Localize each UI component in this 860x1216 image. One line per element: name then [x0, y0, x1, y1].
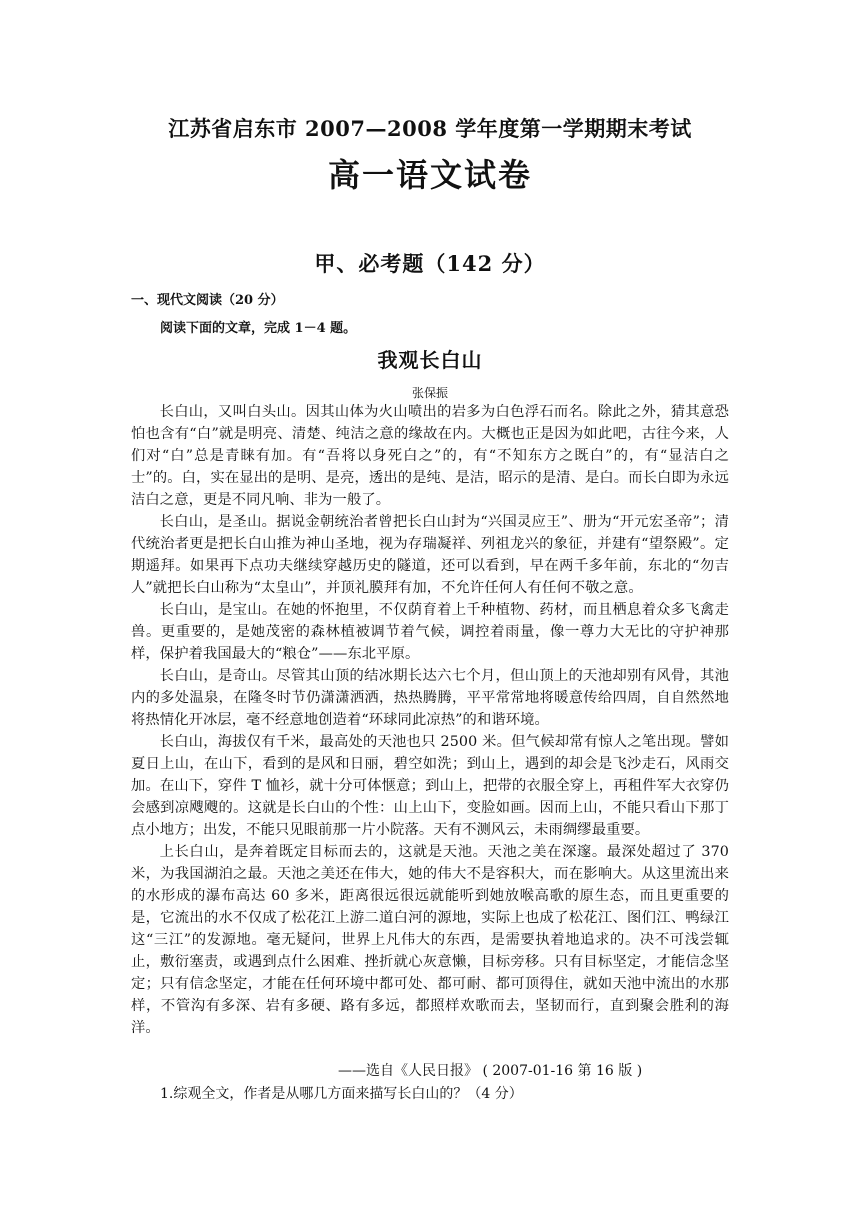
subject-title: 高一语文试卷 — [327, 156, 532, 194]
article-paragraph: 长白山，又叫白头山。因其山体为火山喷出的岩多为白色浮石而名。除此之外，猜其意恐怕也含有“白”就是明亮、清楚、纯洁之意的缘故在内。大概也正是因为如此吧，古往今来，人们对“白”总是青睐有加。有“吾将以身死白之”的，有“不知东方之既白”的，有“显洁白之士”的。白，实在显出的是明、是亮，透出的是纯、是洁，昭示的是清、是白。而长白即为永远洁白之意，更是不同凡响、非为一般了。 — [131, 404, 729, 508]
section-title: 甲、必考题（142 分） — [314, 251, 546, 276]
article-paragraph: 上长白山，是奔着既定目标而去的，这就是天池。天池之美在深邃。最深处超过了 370 米，为我国湖泊之最。天池之美还在伟大，她的伟大不是容积大，而在影响大。从这里流出来的水形成的瀑布高达 60 多米，距离很远很远就能听到她放喉高歌的原生态，而且更重要的是，它流出的水不仅成了松花江上游二道白河的源地，实际上也成了松花江、图们江、鸭绿江这“三江”的发源地。毫无疑问，世界上凡伟大的东西，是需要执着地追求的。决不可浅尝辄止，敷衍塞责，或遇到点什么困难、挫折就心灰意懒，目标旁移。只有目标坚定，才能信念坚定；只有信念坚定，才能在任何环境中都可处、都可耐、都可顶得住，就如天池中流出的水那样，不管沟有多深、岩有多硬、路有多远，都照样欢歌而去，坚韧而行，直到聚会胜利的海洋。 — [131, 844, 729, 1036]
article-source: ——选自《人民日报》 ( 2007-01-16 第 16 版 ) — [338, 1063, 643, 1079]
part-heading: 一、现代文阅读（20 分） — [131, 293, 284, 308]
article-paragraph: 长白山，是宝山。在她的怀抱里，不仅荫育着上千种植物、药材，而且栖息着众多飞禽走兽。更重要的，是她茂密的森林植被调节着气候，调控着雨量，像一尊力大无比的守护神那样，保护着我国最大的“粮仓”——东北平原。 — [131, 602, 729, 662]
article-paragraph: 长白山，是奇山。尽管其山顶的结冰期长达六七个月，但山顶上的天池却别有风骨，其池内的多处温泉，在隆冬时节仍潇潇洒洒，热热腾腾，平平常常地将暖意传给四周，自自然然地将热情化开冰层，毫不经意地创造着“环球同此凉热”的和谐环境。 — [131, 668, 729, 728]
article-author: 张保振 — [411, 386, 448, 400]
article-body — [131, 401, 729, 1039]
article-title: 我观长白山 — [377, 348, 483, 372]
article-paragraph: 长白山，是圣山。据说金朝统治者曾把长白山封为“兴国灵应王”、册为“开元宏圣帝”；清代统治者更是把长白山推为神山圣地，视为存瑞凝祥、列祖龙兴的象征，并建有“望祭殿”。定期遥拜。如果再下点功夫继续穿越历史的隧道，还可以看到，早在两千多年前，东北的“勿吉人”就把长白山称为“太皇山”，并顶礼膜拜有加，不允许任何人有任何不敬之意。 — [131, 514, 729, 596]
reading-instruction: 阅读下面的文章，完成 1－4 题。 — [160, 321, 357, 336]
question-item: 1.综观全文，作者是从哪几方面来描写长白山的？（4 分） — [160, 1086, 523, 1102]
article-paragraph: 长白山，海拔仅有千米，最高处的天池也只 2500 米。但气候却常有惊人之笔出现。譬如夏日上山，在山下，看到的是风和日丽，碧空如洗；到山上，遇到的却会是飞沙走石，风雨交加。在山下，穿件 T 恤衫，就十分可体惬意；到山上，把带的衣服全穿上，再租件军大衣穿仍会感到凉飕飕的。这就是长白山的个性：山上山下，变脸如画。因而上山，不能只看山下那丁点小地方；出发，不能只见眼前那一片小院落。天有不测风云，未雨绸缪最重要。 — [131, 734, 729, 838]
exam-title: 江苏省启东市 2007—2008 学年度第一学期期末考试 — [168, 116, 692, 141]
